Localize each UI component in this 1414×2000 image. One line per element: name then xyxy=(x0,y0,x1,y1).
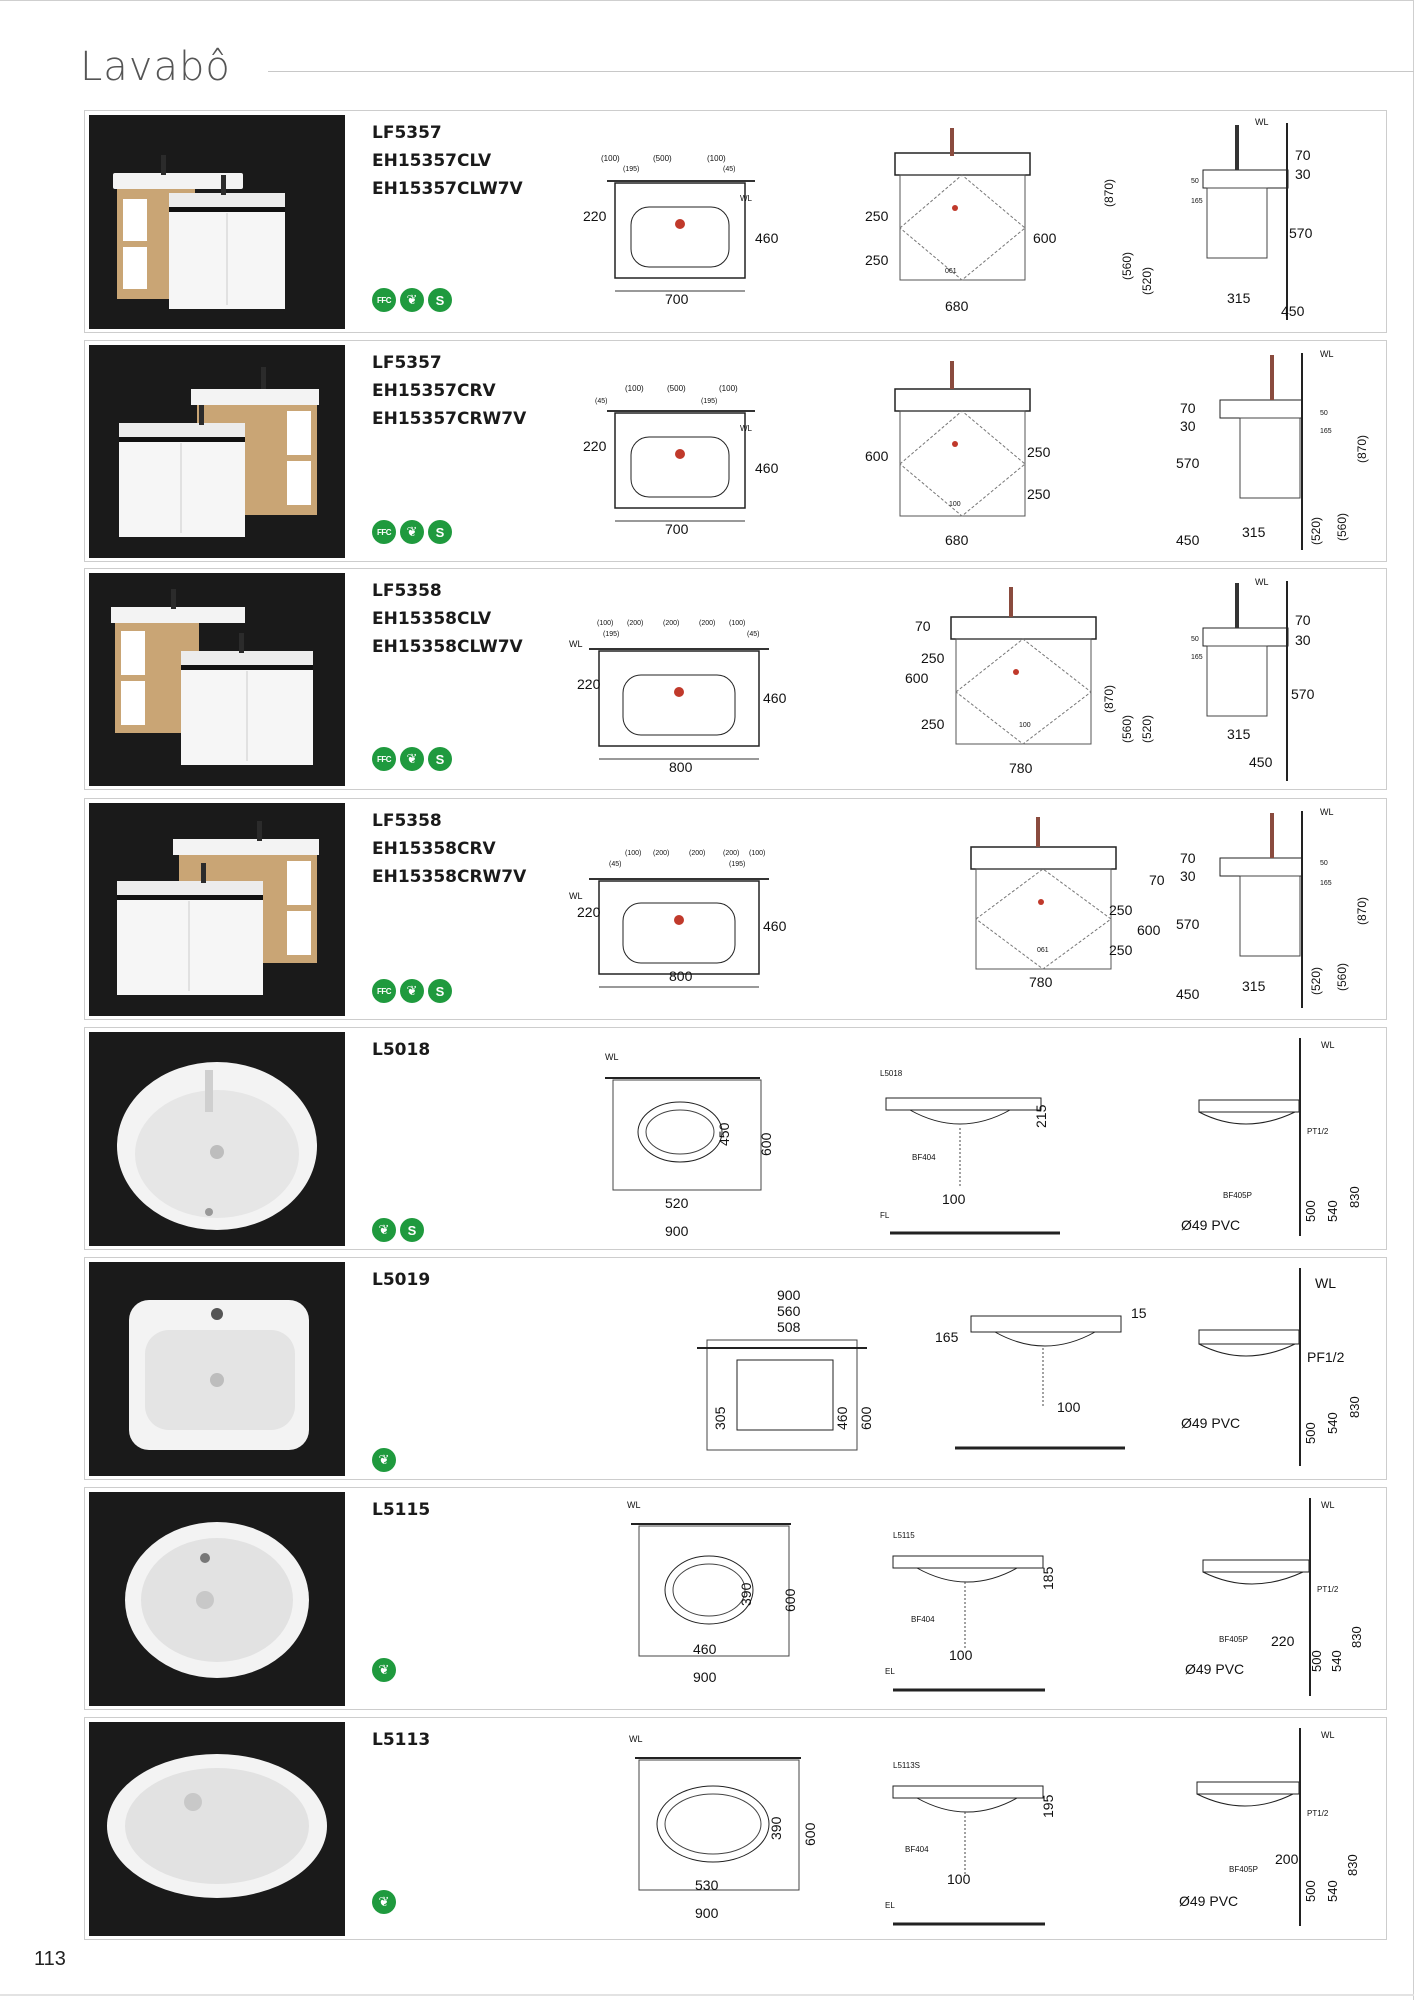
dim-label: 450 xyxy=(1281,303,1305,319)
model-codes xyxy=(372,349,526,433)
dim-label: 520 xyxy=(665,1195,689,1211)
pvc-label: Ø49 PVC xyxy=(1181,1217,1241,1233)
model-code: EH15358CLV xyxy=(372,609,492,629)
plan-view-drawing xyxy=(569,847,787,997)
dim-label: 100 xyxy=(1057,1399,1081,1415)
model-code: EH15357CLV xyxy=(372,151,492,171)
side-view-drawing xyxy=(1175,1266,1385,1466)
dim-label: (100) xyxy=(749,850,766,857)
model-code: LF5357 xyxy=(372,353,442,373)
pvc-label: Ø49 PVC xyxy=(1181,1415,1241,1431)
feature-badges xyxy=(372,1658,396,1682)
pvc-label: Ø49 PVC xyxy=(1179,1893,1239,1909)
dim-label: 460 xyxy=(693,1641,717,1657)
model-codes xyxy=(372,1036,430,1064)
pt-label: PT1/2 xyxy=(1307,1127,1329,1136)
feature-badges xyxy=(372,1448,396,1472)
dim-label: 50 xyxy=(1191,178,1199,185)
model-codes xyxy=(372,1496,430,1524)
wl-label: WL xyxy=(1321,1730,1335,1740)
product-row-lf5357-clv xyxy=(84,110,1387,333)
wl-label: WL xyxy=(627,1500,641,1510)
side-view-drawing xyxy=(1175,1036,1385,1236)
model-codes xyxy=(372,1266,430,1294)
dim-label: (100) xyxy=(719,384,738,393)
dim-label: (520) xyxy=(1309,966,1323,995)
dim-label: 305 xyxy=(712,1406,728,1430)
wl-label: WL xyxy=(1321,1500,1335,1510)
ffc-badge-icon: FFC xyxy=(372,747,396,771)
feature-badges xyxy=(372,979,452,1003)
dim-label: 165 xyxy=(1191,654,1203,661)
dim-label: 700 xyxy=(665,291,689,307)
dim-label: (100) xyxy=(625,850,642,857)
dim-label: 570 xyxy=(1289,225,1313,241)
product-photo xyxy=(89,803,345,1016)
dim-label: 315 xyxy=(1227,290,1251,306)
plan-view-drawing xyxy=(625,1730,825,1930)
wl-label: WL xyxy=(740,424,752,433)
dim-label: 185 xyxy=(1040,1566,1056,1590)
leaf-badge-icon: ❦ xyxy=(372,1658,396,1682)
page-number: 113 xyxy=(34,1948,66,1970)
dim-label: (560) xyxy=(1120,251,1134,280)
plan-view-drawing xyxy=(621,1496,821,1696)
product-row-l5113 xyxy=(84,1717,1387,1940)
front-view-drawing xyxy=(865,123,1055,318)
dim-label: (870) xyxy=(1102,178,1116,207)
model-codes xyxy=(372,577,523,661)
product-row-lf5358-clv xyxy=(84,568,1387,790)
product-photo xyxy=(89,115,345,329)
front-view-drawing xyxy=(885,1758,1075,1928)
dim-label: 220 xyxy=(583,438,607,454)
dim-label: 250 xyxy=(865,208,889,224)
wl-label: WL xyxy=(1255,577,1269,587)
dim-label: (100) xyxy=(601,154,620,163)
side-view-drawing xyxy=(1170,345,1370,555)
dim-label: 100 xyxy=(1019,722,1031,729)
dim-label: (520) xyxy=(1140,714,1154,743)
dim-label: 500 xyxy=(1303,1880,1318,1902)
dim-label: 900 xyxy=(665,1223,689,1239)
feature-badges xyxy=(372,1890,396,1914)
product-row-l5115 xyxy=(84,1487,1387,1710)
feature-badges xyxy=(372,747,452,771)
dim-label: 600 xyxy=(1033,230,1057,246)
vanity-right-image xyxy=(89,345,345,558)
wl-label: WL xyxy=(1320,807,1334,817)
dim-label: 600 xyxy=(858,1406,874,1430)
side-view-drawing xyxy=(1095,573,1355,785)
dim-label: (500) xyxy=(653,154,672,163)
dim-label: 100 xyxy=(949,501,961,508)
feature-badges xyxy=(372,1218,424,1242)
dim-label: (195) xyxy=(729,861,746,868)
dim-label: (200) xyxy=(663,620,680,627)
dim-label: 830 xyxy=(1347,1396,1362,1418)
product-photo xyxy=(89,573,345,786)
dim-label: 900 xyxy=(693,1669,717,1685)
model-code: EH15357CRV xyxy=(372,381,496,401)
model-codes xyxy=(372,1726,430,1754)
dim-label: 570 xyxy=(1291,686,1315,702)
side-view-drawing xyxy=(1175,1726,1385,1926)
part-label: BF405P xyxy=(1223,1191,1252,1200)
dim-label: (870) xyxy=(1355,896,1369,925)
round-basin-image xyxy=(89,1032,345,1246)
pf-label: PF1/2 xyxy=(1307,1349,1345,1365)
dim-label: (560) xyxy=(1335,962,1349,991)
title-rule xyxy=(268,71,1414,72)
dim-label: 70 xyxy=(1295,612,1311,628)
dim-label: 100 xyxy=(949,1647,973,1663)
dim-label: 460 xyxy=(763,690,787,706)
wl-label: WL xyxy=(605,1052,619,1062)
dim-label: 315 xyxy=(1227,726,1251,742)
dim-label: 100 xyxy=(947,1871,971,1887)
dim-label: 800 xyxy=(669,759,693,775)
product-photo xyxy=(89,1722,345,1936)
leaf-badge-icon: ❦ xyxy=(400,288,424,312)
dim-label: 165 xyxy=(1320,880,1332,887)
dim-label: 830 xyxy=(1349,1626,1364,1648)
dim-label: 220 xyxy=(583,208,607,224)
product-photo xyxy=(89,345,345,558)
dim-label: 220 xyxy=(577,904,601,920)
dim-label: 500 xyxy=(1309,1650,1324,1672)
dim-label: 680 xyxy=(945,532,969,548)
dim-label: (195) xyxy=(623,166,640,173)
product-photo xyxy=(89,1262,345,1476)
s-badge-icon: S xyxy=(400,1218,424,1242)
wl-label: WL xyxy=(629,1734,643,1744)
side-view-drawing xyxy=(1095,115,1355,325)
part-label: BF404 xyxy=(912,1153,936,1162)
vanity-left-image xyxy=(89,115,345,329)
dim-label: 540 xyxy=(1325,1200,1340,1222)
dim-label: (45) xyxy=(595,398,608,405)
dim-label: 390 xyxy=(768,1816,784,1840)
dim-label: 250 xyxy=(1109,942,1133,958)
dim-label: 220 xyxy=(1271,1633,1295,1649)
dim-label: 061 xyxy=(1037,947,1049,954)
dim-label: 540 xyxy=(1329,1650,1344,1672)
part-label: BF404 xyxy=(905,1845,929,1854)
feature-badges xyxy=(372,520,452,544)
dim-label: 70 xyxy=(1295,147,1311,163)
model-code: EH15357CRW7V xyxy=(372,409,527,429)
plan-view-drawing xyxy=(569,619,787,775)
dim-label: (100) xyxy=(597,620,614,627)
dim-label: 500 xyxy=(1303,1200,1318,1222)
leaf-badge-icon: ❦ xyxy=(400,520,424,544)
dim-label: 250 xyxy=(865,252,889,268)
front-view-drawing xyxy=(885,1528,1075,1698)
dim-label: 200 xyxy=(1275,1851,1299,1867)
dim-label: (195) xyxy=(603,631,620,638)
dim-label: 250 xyxy=(921,716,945,732)
dim-label: 530 xyxy=(695,1877,719,1893)
dim-label: 165 xyxy=(1191,198,1203,205)
dim-label: (195) xyxy=(701,398,718,405)
product-row-l5019 xyxy=(84,1257,1387,1480)
dim-label: 315 xyxy=(1242,524,1266,540)
vanity-left-image xyxy=(89,573,345,786)
part-label: BF405P xyxy=(1219,1635,1248,1644)
dim-label: (200) xyxy=(689,850,706,857)
vanity-right-image xyxy=(89,803,345,1016)
dim-label: (45) xyxy=(747,631,760,638)
dim-label: 100 xyxy=(942,1191,966,1207)
part-label: BF404 xyxy=(911,1615,935,1624)
bottom-rule xyxy=(0,1994,1414,1996)
wl-label: WL xyxy=(569,891,583,901)
dim-label: 540 xyxy=(1325,1880,1340,1902)
dim-label: (200) xyxy=(723,850,740,857)
dim-label: (100) xyxy=(729,620,746,627)
dim-label: 780 xyxy=(1009,760,1033,776)
side-view-drawing xyxy=(1175,1496,1385,1696)
dim-label: 30 xyxy=(1180,418,1196,434)
ffc-badge-icon: FFC xyxy=(372,520,396,544)
dim-label: 70 xyxy=(915,618,931,634)
dim-label: 250 xyxy=(1027,444,1051,460)
leaf-badge-icon: ❦ xyxy=(372,1890,396,1914)
dim-label: 250 xyxy=(921,650,945,666)
dim-label: 540 xyxy=(1325,1412,1340,1434)
dim-label: 700 xyxy=(665,521,689,537)
dim-label: (200) xyxy=(627,620,644,627)
dim-label: 460 xyxy=(755,230,779,246)
dim-label: 450 xyxy=(1249,754,1273,770)
product-row-lf5357-crv xyxy=(84,340,1387,562)
dim-label: (200) xyxy=(699,620,716,627)
product-photo xyxy=(89,1032,345,1246)
dim-label: 70 xyxy=(1180,400,1196,416)
dim-label: 460 xyxy=(763,918,787,934)
front-view-drawing xyxy=(880,1068,1070,1238)
dim-label: 680 xyxy=(945,298,969,314)
dim-label: 250 xyxy=(1027,486,1051,502)
dim-label: 220 xyxy=(577,676,601,692)
dim-label: (560) xyxy=(1335,512,1349,541)
ffc-badge-icon: FFC xyxy=(372,288,396,312)
dim-label: 780 xyxy=(1029,974,1053,990)
front-view-drawing xyxy=(865,349,1055,554)
dim-label: 061 xyxy=(945,268,957,275)
oval-basin-image xyxy=(89,1722,345,1936)
side-view-drawing xyxy=(1170,803,1370,1013)
el-label: EL xyxy=(885,1901,895,1910)
wl-label: WL xyxy=(1320,349,1334,359)
page-title: Lavabô xyxy=(80,44,231,90)
pvc-label: Ø49 PVC xyxy=(1185,1661,1245,1677)
dim-label: 460 xyxy=(834,1406,850,1430)
wl-label: WL xyxy=(1255,117,1269,127)
model-code: L5019 xyxy=(372,1270,431,1290)
feature-badges xyxy=(372,288,452,312)
model-codes xyxy=(372,807,526,891)
dim-label: 215 xyxy=(1033,1104,1049,1128)
plan-view-drawing xyxy=(583,381,779,537)
dim-label: 560 xyxy=(777,1303,801,1319)
dim-label: 450 xyxy=(716,1122,732,1146)
dim-label: 195 xyxy=(1040,1794,1056,1818)
model-code: L5113 xyxy=(372,1730,431,1750)
dim-label: 800 xyxy=(669,968,693,984)
dim-label: 900 xyxy=(695,1905,719,1921)
dim-label: 600 xyxy=(1137,922,1161,938)
fl-label: FL xyxy=(880,1211,890,1220)
dim-label: 30 xyxy=(1180,868,1196,884)
model-codes xyxy=(372,119,523,203)
dim-label: (200) xyxy=(653,850,670,857)
dim-label: (870) xyxy=(1355,434,1369,463)
dim-label: 15 xyxy=(1131,1305,1147,1321)
oval-basin-image xyxy=(89,1492,345,1706)
dim-label: 830 xyxy=(1347,1186,1362,1208)
model-code: LF5358 xyxy=(372,581,442,601)
plan-view-drawing xyxy=(583,151,779,307)
model-code: EH15358CRW7V xyxy=(372,867,527,887)
model-code: EH15358CRV xyxy=(372,839,496,859)
rect-basin-image xyxy=(89,1262,345,1476)
dim-label: 450 xyxy=(1176,532,1200,548)
front-view-drawing xyxy=(935,1298,1147,1458)
leaf-badge-icon: ❦ xyxy=(400,747,424,771)
dim-label: (500) xyxy=(667,384,686,393)
product-row-l5018 xyxy=(84,1027,1387,1250)
model-code: EH15358CLW7V xyxy=(372,637,523,657)
dim-label: 600 xyxy=(782,1588,798,1612)
dim-label: 508 xyxy=(777,1319,801,1335)
front-view-drawing xyxy=(941,807,1165,1012)
dim-label: 570 xyxy=(1176,916,1200,932)
product-row-lf5358-crv xyxy=(84,798,1387,1020)
model-code: LF5357 xyxy=(372,123,442,143)
model-code-label: L5018 xyxy=(880,1069,903,1078)
part-label: BF405P xyxy=(1229,1865,1258,1874)
s-badge-icon: S xyxy=(428,288,452,312)
dim-label: (870) xyxy=(1102,684,1116,713)
model-code-label: L5115 xyxy=(893,1531,915,1540)
s-badge-icon: S xyxy=(428,520,452,544)
dim-label: 165 xyxy=(1320,428,1332,435)
wl-label: WL xyxy=(569,639,583,649)
model-code: LF5358 xyxy=(372,811,442,831)
dim-label: 250 xyxy=(1109,902,1133,918)
dim-label: 30 xyxy=(1295,632,1311,648)
dim-label: (100) xyxy=(707,154,726,163)
product-photo xyxy=(89,1492,345,1706)
front-view-drawing xyxy=(905,577,1111,782)
s-badge-icon: S xyxy=(428,979,452,1003)
dim-label: 50 xyxy=(1320,410,1328,417)
wl-label: WL xyxy=(1315,1275,1336,1291)
dim-label: (45) xyxy=(723,166,736,173)
model-code: EH15357CLW7V xyxy=(372,179,523,199)
dim-label: 900 xyxy=(777,1287,801,1303)
pt-label: PT1/2 xyxy=(1307,1809,1329,1818)
dim-label: 315 xyxy=(1242,978,1266,994)
dim-label: 50 xyxy=(1191,636,1199,643)
dim-label: 460 xyxy=(755,460,779,476)
model-code: L5018 xyxy=(372,1040,431,1060)
dim-label: 50 xyxy=(1320,860,1328,867)
plan-view-drawing xyxy=(697,1287,897,1470)
plan-view-drawing xyxy=(605,1048,805,1238)
dim-label: 390 xyxy=(738,1582,754,1606)
leaf-badge-icon: ❦ xyxy=(372,1218,396,1242)
leaf-badge-icon: ❦ xyxy=(372,1448,396,1472)
dim-label: 570 xyxy=(1176,455,1200,471)
dim-label: 70 xyxy=(1180,850,1196,866)
dim-label: 600 xyxy=(865,448,889,464)
dim-label: 70 xyxy=(1149,872,1165,888)
dim-label: 600 xyxy=(758,1132,774,1156)
dim-label: (520) xyxy=(1140,266,1154,295)
ffc-badge-icon: FFC xyxy=(372,979,396,1003)
pt-label: PT1/2 xyxy=(1317,1585,1339,1594)
dim-label: 830 xyxy=(1345,1854,1360,1876)
dim-label: 500 xyxy=(1303,1422,1318,1444)
dim-label: (45) xyxy=(609,861,622,868)
el-label: EL xyxy=(885,1667,895,1676)
wl-label: WL xyxy=(1321,1040,1335,1050)
dim-label: 30 xyxy=(1295,166,1311,182)
dim-label: (520) xyxy=(1309,516,1323,545)
dim-label: 600 xyxy=(802,1822,818,1846)
model-code: L5115 xyxy=(372,1500,431,1520)
model-code-label: L5113S xyxy=(893,1761,920,1770)
leaf-badge-icon: ❦ xyxy=(400,979,424,1003)
dim-label: (560) xyxy=(1120,714,1134,743)
dim-label: 600 xyxy=(905,670,929,686)
s-badge-icon: S xyxy=(428,747,452,771)
dim-label: 450 xyxy=(1176,986,1200,1002)
dim-label: (100) xyxy=(625,384,644,393)
wl-label: WL xyxy=(740,194,752,203)
dim-label: 165 xyxy=(935,1329,959,1345)
